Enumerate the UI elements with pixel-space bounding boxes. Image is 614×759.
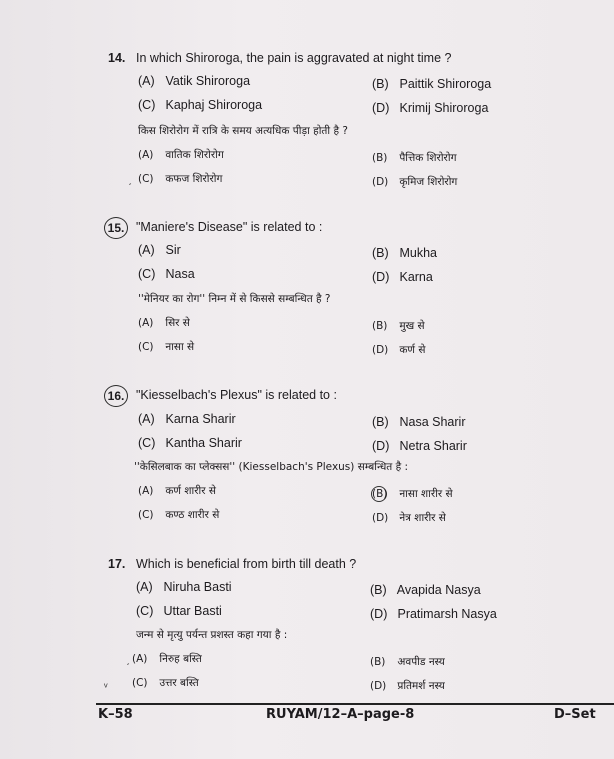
option-label: (C)	[138, 267, 156, 281]
option-text: Netra Sharir	[399, 439, 467, 453]
option-text: Nasa	[165, 267, 195, 281]
question-text: Which is beneficial from birth till death ?	[136, 557, 357, 571]
option-label: (C)	[138, 341, 154, 353]
question-text-hindi: किस शिरोरोग में रात्रि के समय अत्यधिक पीड़ा होती है ?	[138, 125, 348, 137]
option-text: Pratimarsh Nasya	[397, 607, 497, 621]
option-text: Avapida Nasya	[396, 583, 481, 597]
option-label: (B)	[372, 320, 388, 332]
option-c[interactable]	[138, 267, 195, 281]
hindi-option-b[interactable]	[370, 655, 445, 669]
option-text: Niruha Basti	[163, 580, 232, 594]
question-text: In which Shiroroga, the pain is aggravated at night time ?	[136, 51, 452, 65]
option-label: (C)	[136, 604, 154, 618]
option-a[interactable]	[138, 243, 181, 257]
option-label: (A)	[138, 243, 155, 257]
option-label: (D)	[370, 607, 388, 621]
option-text: कृमिज शिरोरोग	[399, 176, 458, 188]
option-label: (A)	[136, 580, 153, 594]
option-b[interactable]	[372, 246, 437, 260]
option-text: Paittik Shiroroga	[399, 77, 492, 91]
footer-code: K–58	[98, 707, 133, 722]
option-d[interactable]	[370, 607, 497, 621]
hindi-option-a[interactable]	[138, 484, 216, 498]
hindi-option-b[interactable]	[372, 487, 453, 501]
question-number: 15.	[104, 217, 128, 239]
option-text: Mukha	[399, 246, 438, 260]
pencil-tick-icon: ˏ	[128, 174, 132, 186]
hindi-option-d[interactable]	[372, 175, 457, 189]
option-text: Vatik Shiroroga	[165, 74, 251, 88]
hindi-option-a[interactable]	[132, 652, 202, 666]
option-label: (C)	[138, 173, 154, 185]
option-label: (D)	[370, 680, 387, 692]
option-text: निरुह बस्ति	[159, 653, 202, 665]
hindi-option-d[interactable]	[370, 679, 445, 693]
option-b[interactable]	[372, 77, 491, 91]
option-label: (A)	[132, 653, 148, 665]
option-text: Karna	[399, 270, 433, 284]
option-b[interactable]	[372, 415, 465, 429]
option-c[interactable]	[136, 604, 222, 618]
option-label: (A)	[138, 412, 155, 426]
question-text-hindi: ''केसिलबाक का प्लेक्सस'' (Kiesselbach's Plexus) सम्बन्धित है :	[134, 461, 409, 473]
question-text: "Maniere's Disease" is related to :	[136, 220, 323, 234]
option-label: (D)	[372, 439, 390, 453]
hindi-option-c[interactable]	[132, 676, 199, 690]
option-a[interactable]	[138, 412, 236, 426]
option-label: (A)	[138, 149, 154, 161]
hindi-option-d[interactable]	[372, 343, 425, 357]
option-text: नेत्र शारीर से	[399, 512, 446, 524]
option-text: नासा से	[165, 341, 195, 353]
option-text: पैत्तिक शिरोरोग	[399, 152, 457, 164]
option-label: (B)	[372, 77, 389, 91]
option-label: (D)	[372, 270, 390, 284]
option-text: अवपीड नस्य	[397, 656, 445, 668]
option-c[interactable]	[138, 98, 262, 112]
option-label: (B)	[372, 415, 389, 429]
footer-divider	[96, 703, 614, 705]
option-label: (B)	[370, 583, 387, 597]
option-label: (B)	[372, 152, 388, 164]
option-a[interactable]	[136, 580, 232, 594]
option-c[interactable]	[138, 436, 242, 450]
option-label: (B)	[370, 656, 386, 668]
option-text: Kantha Sharir	[165, 436, 242, 450]
hindi-option-b[interactable]	[372, 319, 425, 333]
option-text: कर्ण शारीर से	[165, 485, 216, 497]
hindi-option-a[interactable]	[138, 316, 190, 330]
option-text: Krimij Shiroroga	[399, 101, 489, 115]
option-text: नासा शारीर से	[399, 488, 453, 500]
option-label: (D)	[372, 176, 389, 188]
footer-set-label: D–Set	[554, 707, 596, 722]
option-text: वातिक शिरोरोग	[165, 149, 224, 161]
option-text: प्रतिमर्श नस्य	[397, 680, 445, 692]
option-label: (C)	[138, 98, 156, 112]
option-label: (B)	[372, 488, 388, 500]
footer-page-label: RUYAM/12–A–page-8	[266, 707, 415, 722]
hindi-option-a[interactable]	[138, 148, 224, 162]
option-text: उत्तर बस्ति	[159, 677, 199, 689]
hindi-option-d[interactable]	[372, 511, 446, 525]
option-label: (C)	[138, 436, 156, 450]
option-text: कफज शिरोरोग	[165, 173, 223, 185]
option-d[interactable]	[372, 439, 467, 453]
option-label: (D)	[372, 512, 389, 524]
option-d[interactable]	[372, 270, 433, 284]
pencil-tick-icon: ˏ	[126, 654, 130, 666]
option-d[interactable]	[372, 101, 488, 115]
option-label: (A)	[138, 317, 154, 329]
option-text: कण्ठ शारीर से	[165, 509, 220, 521]
question-text: "Kiesselbach's Plexus" is related to :	[136, 388, 337, 402]
option-a[interactable]	[138, 74, 250, 88]
option-label: (C)	[132, 677, 148, 689]
question-number: 16.	[104, 385, 128, 407]
hindi-option-c[interactable]	[138, 508, 219, 522]
option-label: (B)	[372, 246, 389, 260]
option-label: (D)	[372, 101, 390, 115]
option-label: (D)	[372, 344, 389, 356]
hindi-option-b[interactable]	[372, 151, 456, 165]
option-text: Kaphaj Shiroroga	[165, 98, 263, 112]
option-text: Sir	[165, 243, 181, 257]
question-text-hindi: जन्म से मृत्यु पर्यन्त प्रशस्त कहा गया है :	[136, 629, 288, 641]
hindi-option-c[interactable]	[138, 172, 222, 186]
option-text: Uttar Basti	[163, 604, 222, 618]
option-text: सिर से	[165, 317, 190, 329]
option-label: (C)	[138, 509, 154, 521]
option-label: (A)	[138, 485, 154, 497]
hindi-option-c[interactable]	[138, 340, 194, 354]
question-text-hindi: ''मेनियर का रोग'' निम्न में से किससे सम्बन्धित है ?	[138, 293, 331, 305]
option-text: कर्ण से	[399, 344, 426, 356]
question-number: 14.	[108, 51, 126, 65]
question-number: 17.	[108, 557, 126, 571]
option-b[interactable]	[370, 583, 481, 597]
option-label: (A)	[138, 74, 155, 88]
option-text: Karna Sharir	[165, 412, 236, 426]
option-text: मुख से	[399, 320, 425, 332]
pencil-tick-icon: ᵥ	[104, 678, 108, 690]
option-text: Nasa Sharir	[399, 415, 466, 429]
